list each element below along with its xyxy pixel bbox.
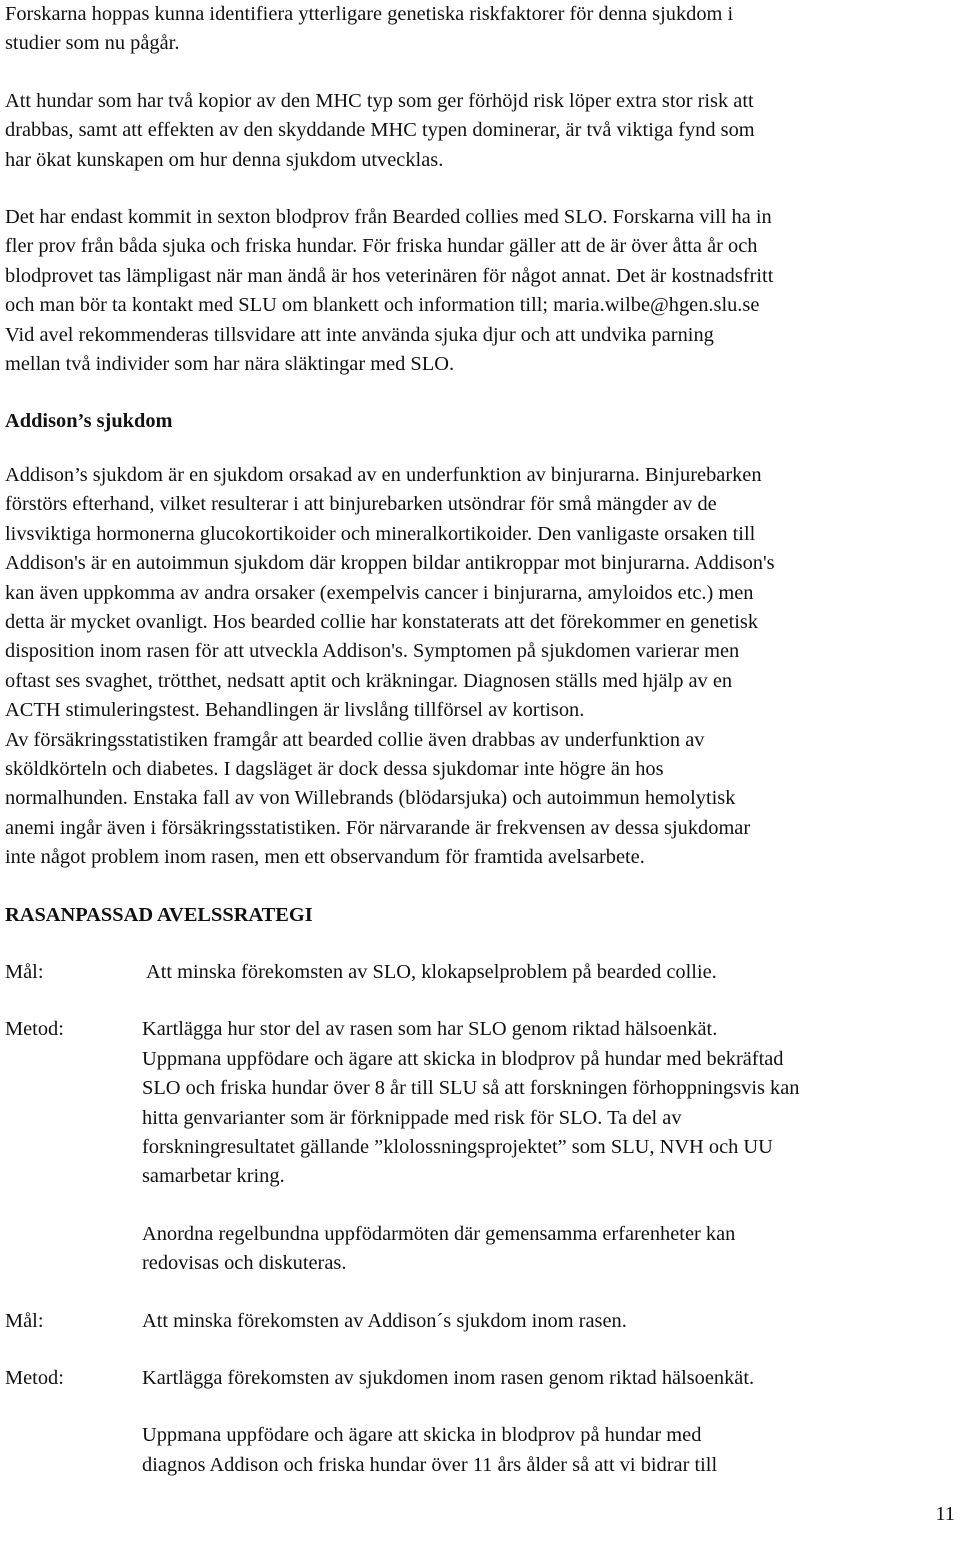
text-line: Anordna regelbundna uppfödarmöten där gemensamma erfarenheter kan xyxy=(142,1222,736,1245)
intro-paragraph-3 xyxy=(5,203,957,379)
method-slo xyxy=(5,1015,957,1278)
intro-paragraph-2 xyxy=(5,87,957,175)
method-label: Metod: xyxy=(5,1367,64,1390)
text-line: livsviktiga hormonerna glucokortikoider och mineralkortikoider. Den vanligaste orsaken till xyxy=(5,522,756,545)
text-line: kan även uppkomma av andra orsaker (exempelvis cancer i binjurarna, amyloidos etc.) men xyxy=(5,581,754,604)
text-line: Kartlägga förekomsten av sjukdomen inom rasen genom riktad hälsoenkät. xyxy=(142,1367,755,1390)
text-line: fler prov från båda sjuka och friska hundar. För friska hundar gäller att de är över åtta år och xyxy=(5,235,758,258)
text-line: diagnos Addison och friska hundar över 11 års ålder så att vi bidrar till xyxy=(142,1453,718,1476)
text-line: anemi ingår även i försäkringsstatistiken. För närvarande är frekvensen av dessa sjukdomar xyxy=(5,816,751,839)
text-line: disposition inom rasen för att utveckla Addison's. Symptomen på sjukdomen varierar men xyxy=(5,640,740,663)
text-line: studier som nu pågår. xyxy=(5,32,180,55)
method-addison xyxy=(5,1364,957,1480)
addison-paragraph xyxy=(5,461,957,873)
document-page xyxy=(5,0,957,1480)
text-line: mellan två individer som har nära släktingar med SLO. xyxy=(5,353,455,376)
goal-slo xyxy=(5,958,957,987)
text-line: och man bör ta kontakt med SLU om blankett och information till; maria.wilbe@hgen.slu.se xyxy=(5,294,760,317)
goal-addison xyxy=(5,1307,957,1336)
strategy-heading: RASANPASSAD AVELSSRATEGI xyxy=(5,903,313,926)
text-line: Kartlägga hur stor del av rasen som har SLO genom riktad hälsoenkät. xyxy=(142,1018,718,1041)
goal-text: Att minska förekomsten av SLO, klokapselproblem på bearded collie. xyxy=(142,960,717,983)
text-line: Vid avel rekommenderas tillsvidare att inte använda sjuka djur och att undvika parning xyxy=(5,323,714,346)
text-line: Uppmana uppfödare och ägare att skicka in blodprov på hundar med bekräftad xyxy=(142,1047,784,1070)
method-label: Metod: xyxy=(5,1018,64,1041)
text-line: inte något problem inom rasen, men ett observandum för framtida avelsarbete. xyxy=(5,846,645,869)
text-line: Det har endast kommit in sexton blodprov från Bearded collies med SLO. Forskarna vill ha in xyxy=(5,206,772,229)
text-line: Addison's är en autoimmun sjukdom där kroppen bildar antikroppar mot binjurarna. Addison's xyxy=(5,552,775,575)
goal-text: Att minska förekomsten av Addison´s sjukdom inom rasen. xyxy=(142,1309,627,1332)
text-line: ACTH stimuleringstest. Behandlingen är livslång tillförsel av kortison. xyxy=(5,699,585,722)
text-line: forskningresultatet gällande ”klolossningsprojektet” som SLU, NVH och UU xyxy=(142,1136,773,1158)
text-line: oftast ses svaghet, trötthet, nedsatt aptit och kräkningar. Diagnosen ställs med hjälp av en xyxy=(5,669,733,692)
text-line: Forskarna hoppas kunna identifiera ytterligare genetiska riskfaktorer för denna sjukdom i xyxy=(5,3,734,25)
text-line: normalhunden. Enstaka fall av von Willebrands (blödarsjuka) och autoimmun hemolytisk xyxy=(5,787,736,810)
goal-label: Mål: xyxy=(5,1309,44,1332)
text-line: sköldkörteln och diabetes. I dagsläget är dock dessa sjukdomar inte högre än hos xyxy=(5,757,664,780)
addison-heading: Addison’s sjukdom xyxy=(5,410,173,433)
goal-label: Mål: xyxy=(5,960,44,983)
text-line: förstörs efterhand, vilket resulterar i att binjurebarken utsöndrar för små mängder av de xyxy=(5,493,717,516)
text-line: har ökat kunskapen om hur denna sjukdom utvecklas. xyxy=(5,148,444,171)
text-line: Att hundar som har två kopior av den MHC typ som ger förhöjd risk löper extra stor risk att xyxy=(5,89,754,112)
text-line: blodprovet tas lämpligast när man ändå är hos veterinären för något annat. Det är kostnadsfritt xyxy=(5,264,774,287)
text-line: hitta genvarianter som är förknippade med risk för SLO. Ta del av xyxy=(142,1106,682,1129)
text-line: Uppmana uppfödare och ägare att skicka in blodprov på hundar med xyxy=(142,1424,702,1447)
text-line: detta är mycket ovanligt. Hos bearded collie har konstaterats att det förekommer en genetisk xyxy=(5,610,759,633)
text-line: Addison’s sjukdom är en sjukdom orsakad av en underfunktion av binjurarna. Binjurebarken xyxy=(5,463,762,486)
text-line: drabbas, samt att effekten av den skyddande MHC typen dominerar, är två viktiga fynd som xyxy=(5,119,755,142)
page-number: 11 xyxy=(935,1503,955,1525)
text-line: samarbetar kring. xyxy=(142,1165,285,1188)
text-line: Av försäkringsstatistiken framgår att bearded collie även drabbas av underfunktion av xyxy=(5,728,705,751)
text-line: redovisas och diskuteras. xyxy=(142,1252,347,1275)
text-line: SLO och friska hundar över 8 år till SLU så att forskningen förhoppningsvis kan xyxy=(142,1077,800,1100)
intro-paragraph-1 xyxy=(5,0,957,59)
